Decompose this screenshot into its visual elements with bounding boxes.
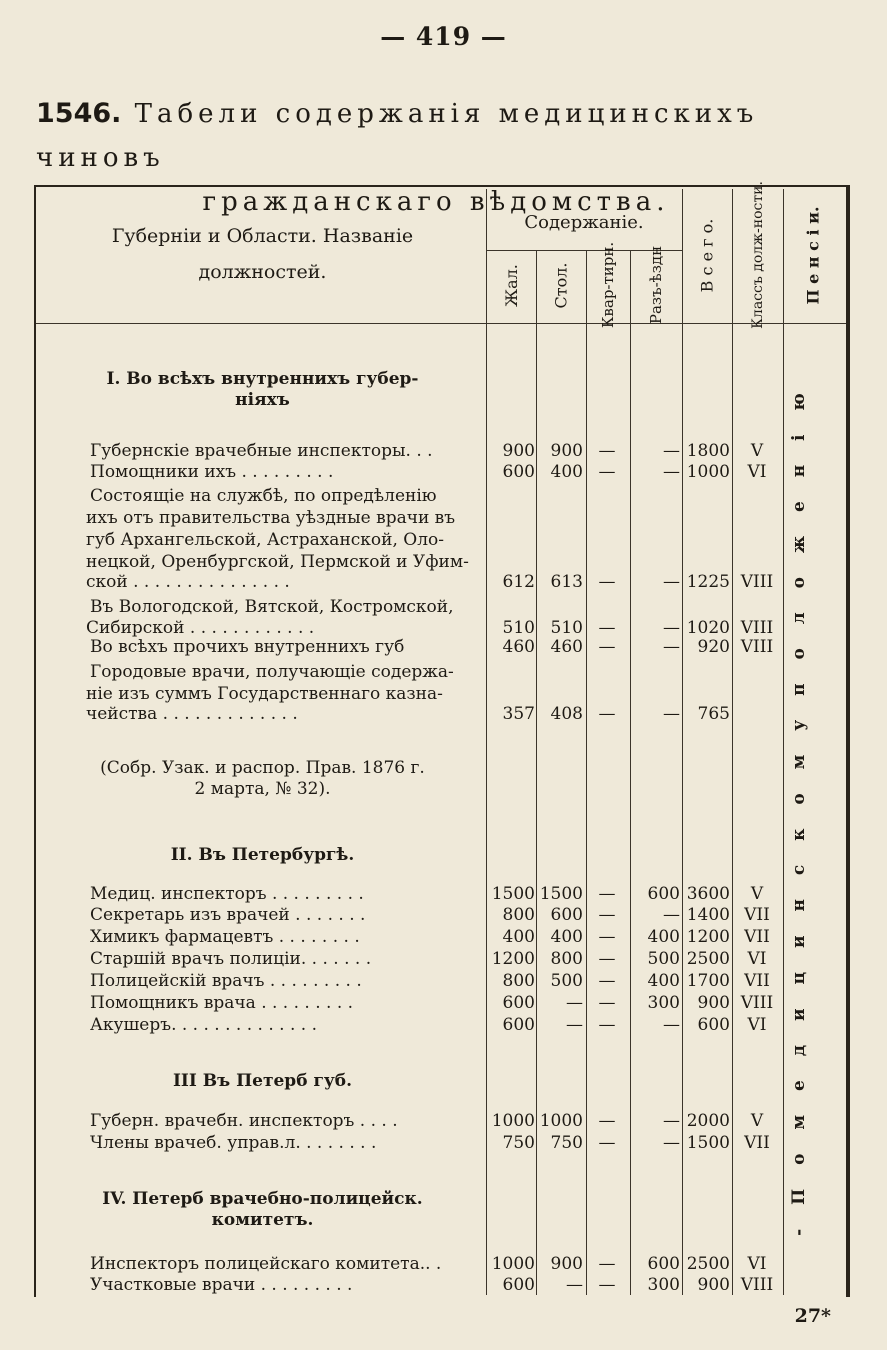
- table-row: Медиц. инспекторъ . . . . . . . . . 1500 1500 — 600 3600 V: [90, 884, 764, 904]
- heading-line-2: гражданскаго вѣдомства.: [202, 187, 670, 217]
- table-row: Губернскіе врачебные инспекторы. . . 900 900 — — 1800 V: [90, 441, 764, 461]
- text-line: Городовые врачи, получающіе содержа-: [90, 662, 454, 682]
- table-row: чейства . . . . . . . . . . . . . 357 408 — — 765: [86, 704, 730, 724]
- table-row: Губерн. врачебн. инспекторъ . . . . 1000 1000 — — 2000 V: [90, 1111, 764, 1131]
- table-row: Помощники ихъ . . . . . . . . . 600 400 — — 1000 VI: [90, 462, 767, 482]
- printer-signature: 27*: [794, 1305, 831, 1327]
- section-title: I. Во всѣхъ внутреннихъ губер-: [106, 369, 419, 389]
- table-row: Старшій врачъ полиціи. . . . . . . 1200 800 — 500 2500 VI: [90, 949, 767, 969]
- header-col-kvartirn: Квар-тирн.: [599, 241, 617, 329]
- section-title: III Въ Петерб губ.: [172, 1071, 353, 1091]
- section-title: комитетъ.: [211, 1210, 314, 1230]
- reference-note: (Собр. Узак. и распор. Прав. 1876 г.: [100, 758, 425, 778]
- header-col-stol: Стол.: [551, 262, 571, 308]
- reference-note: 2 марта, № 32).: [194, 779, 331, 799]
- table-row: ской . . . . . . . . . . . . . . . 612 613 — — 1225 VIII: [86, 572, 774, 592]
- table-row: Акушеръ. . . . . . . . . . . . . . 600 — — — 600 VI: [90, 1015, 767, 1035]
- header-col-vsego: В с е г о.: [697, 218, 717, 292]
- header-rule: [36, 323, 846, 324]
- table-row: Секретарь изъ врачей . . . . . . . 800 600 — — 1400 VII: [90, 905, 770, 925]
- section-title: IV. Петерб врачебно-полицейск.: [102, 1189, 423, 1209]
- header-main-line-2: должностей.: [198, 261, 327, 283]
- heading-line-1: Табели содержанія медицинскихъ чиновъ: [36, 99, 759, 173]
- text-line: губ Архангельской, Астраханской, Оло-: [86, 530, 445, 550]
- text-line: нецкой, Оренбургской, Пермской и Уфим-: [86, 552, 469, 572]
- header-col-razezdn: Разъ-ѣздн: [647, 245, 666, 325]
- text-line: Въ Вологодской, Вятской, Костромской,: [90, 597, 454, 617]
- text-line: ихъ отъ правительства уѣздные врачи въ: [86, 508, 456, 528]
- section-title: II. Въ Петербургѣ.: [170, 845, 355, 865]
- table-row: Сибирской . . . . . . . . . . . . 510 510 — — 1020 VIII: [86, 618, 774, 638]
- table-row: Полицейскій врачъ . . . . . . . . . 800 500 — 400 1700 VII: [90, 971, 770, 991]
- header-main-line-1: Губерніи и Области. Названіе: [111, 225, 414, 247]
- header-col-zhal: Жал.: [501, 263, 521, 307]
- header-col-pensii: П е н с і и.: [803, 205, 823, 305]
- table-row: Помощникъ врача . . . . . . . . . 600 — — 300 900 VIII: [90, 993, 774, 1013]
- pension-note: - П о м е д и ц и н с к о м у п о л о ж е н і ю: [789, 384, 809, 1236]
- table-row: Члены врачеб. управ.л. . . . . . . . 750 750 — — 1500 VII: [90, 1133, 770, 1153]
- text-line: Состоящіе на службѣ, по опредѣленію: [90, 486, 437, 506]
- header-col-klass: Классъ долж-ности.: [749, 181, 766, 329]
- table-row: Во всѣхъ прочихъ внутреннихъ губ 460 460 — — 920 VIII: [90, 637, 774, 657]
- text-line: ніе изъ суммъ Государственнаго казна-: [86, 684, 443, 704]
- table-row: Участковые врачи . . . . . . . . . 600 — — 300 900 VIII: [90, 1275, 774, 1295]
- article-number: 1546.: [36, 98, 122, 129]
- page-number: — 419 —: [380, 22, 507, 51]
- table-row: Инспекторъ полицейскаго комитета.. . 1000 900 — 600 2500 VI: [90, 1254, 767, 1274]
- header-main: [40, 218, 485, 290]
- header-group-salary: Содержаніе.: [524, 212, 644, 233]
- table-row: Химикъ фармацевтъ . . . . . . . . 400 400 — 400 1200 VII: [90, 927, 770, 947]
- section-title: ніяхъ: [235, 390, 290, 410]
